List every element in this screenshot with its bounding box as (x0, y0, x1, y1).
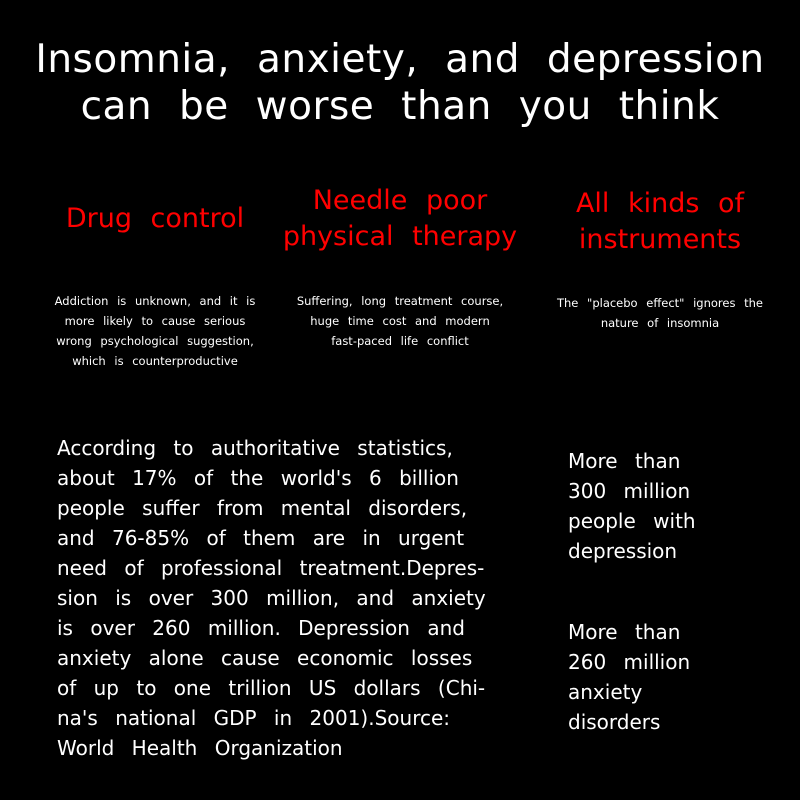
column-description-needle-therapy: Suffering, long treatment course, huge time cost and modern fast-paced life conflict (296, 294, 504, 348)
title-line-2: can be worse than you think (80, 84, 720, 129)
column-description-drug-control: Addiction is unknown, and it is more likely to cause serious wrong psychological suggestion, which is counterproductive (54, 294, 256, 368)
column-heading-needle-therapy: Needle poor physical therapy (282, 185, 518, 252)
stat-anxiety: More than 260 million anxiety disorders (568, 620, 691, 734)
column-heading-drug-control: Drug control (65, 203, 245, 234)
page-title (0, 36, 800, 130)
statistics-paragraph: According to authoritative statistics, about 17% of the world's 6 billion people suffer from mental disorders, and 76-85% of them are in urgent need of professional treatment.Depres- sion is over 300 million, and anxiety is over 260 million. Depression and anxiety alone cause economic losses of up to one trillion US dollars (Chi- na's national GDP in 2001).Source: World Health Organization (57, 436, 486, 760)
title-line-1: Insomnia, anxiety, and depression (35, 37, 765, 82)
column-description-instruments: The "placebo effect" ignores the nature of insomnia (556, 296, 763, 330)
column-heading-instruments: All kinds of instruments (575, 188, 745, 255)
stat-depression: More than 300 million people with depression (568, 449, 696, 563)
